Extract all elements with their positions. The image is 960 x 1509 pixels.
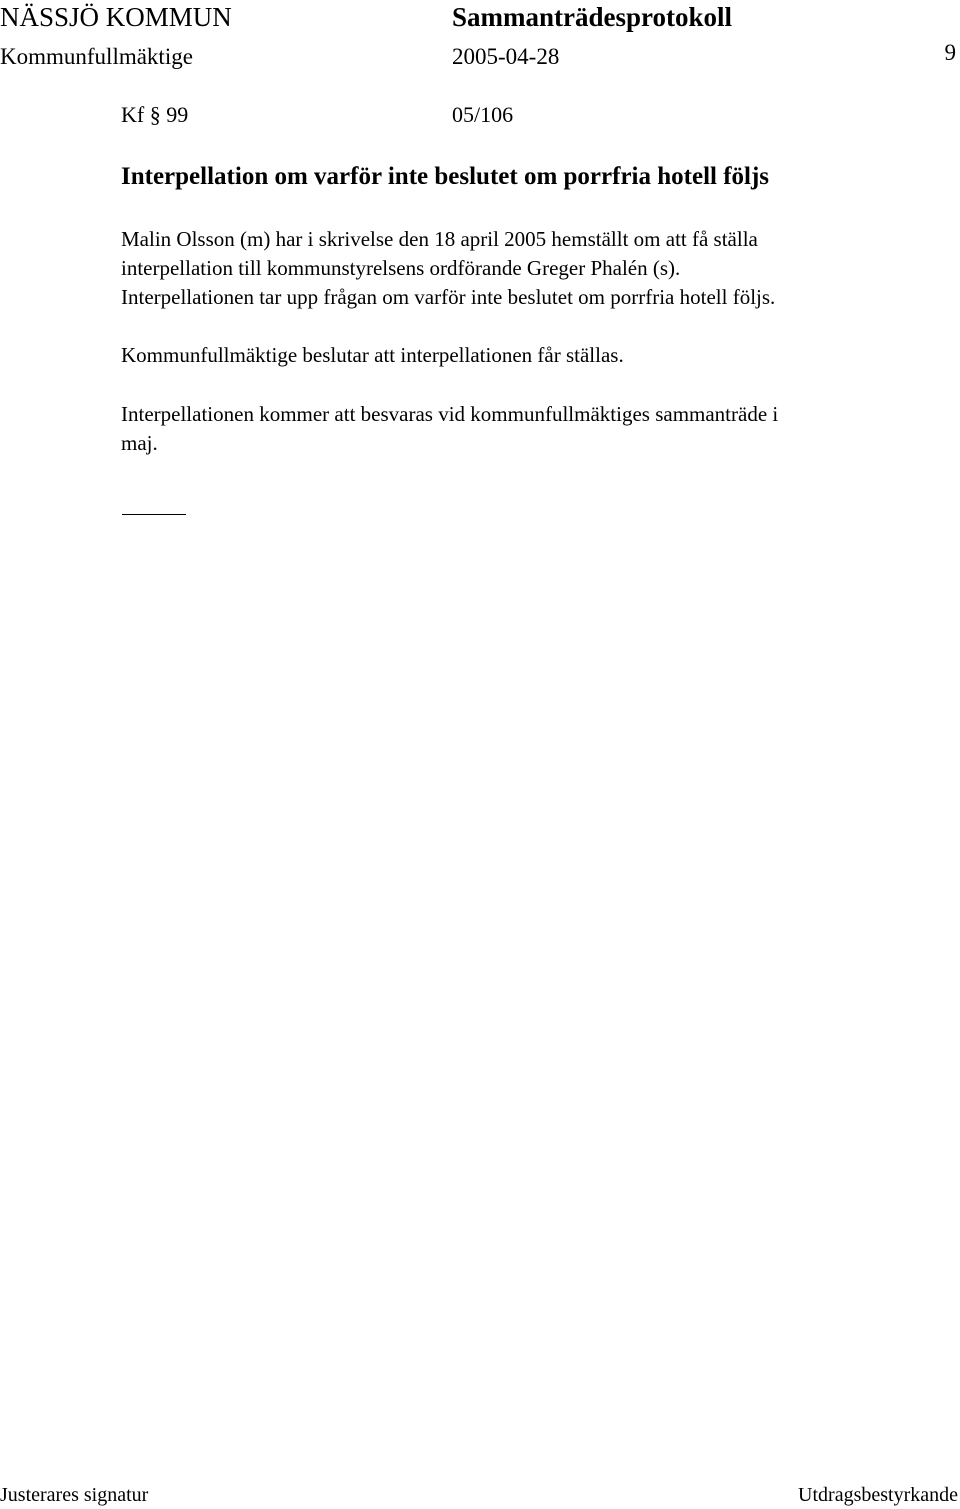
body-line: interpellation till kommunstyrelsens ordförande Greger Phalén (s).: [121, 256, 681, 280]
decision-paragraph: Kommunfullmäktige beslutar att interpellationen får ställas.: [121, 343, 624, 367]
body-line: Interpellationen kommer att besvaras vid kommunfullmäktiges sammanträde i: [121, 402, 779, 426]
organization-name: NÄSSJÖ KOMMUN: [0, 2, 232, 32]
page-number: 9: [944, 40, 956, 65]
body-line: Interpellationen tar upp frågan om varför inte beslutet om porrfria hotell följs.: [121, 285, 776, 309]
certification-label: Utdragsbestyrkande: [798, 1484, 958, 1506]
paragraph-reference: Kf § 99: [121, 102, 189, 127]
body-line: Malin Olsson (m) har i skrivelse den 18 april 2005 hemställt om att få ställa: [121, 227, 758, 251]
section-end-rule: [122, 514, 186, 515]
document-type: Sammanträdesprotokoll: [452, 2, 733, 32]
case-number: 05/106: [452, 102, 514, 127]
section-title: Interpellation om varför inte beslutet om porrfria hotell följs: [121, 163, 770, 190]
signature-label: Justerares signatur: [0, 1484, 149, 1506]
body-line: maj.: [121, 431, 158, 455]
governing-body: Kommunfullmäktige: [0, 44, 193, 69]
meeting-date: 2005-04-28: [452, 44, 560, 69]
